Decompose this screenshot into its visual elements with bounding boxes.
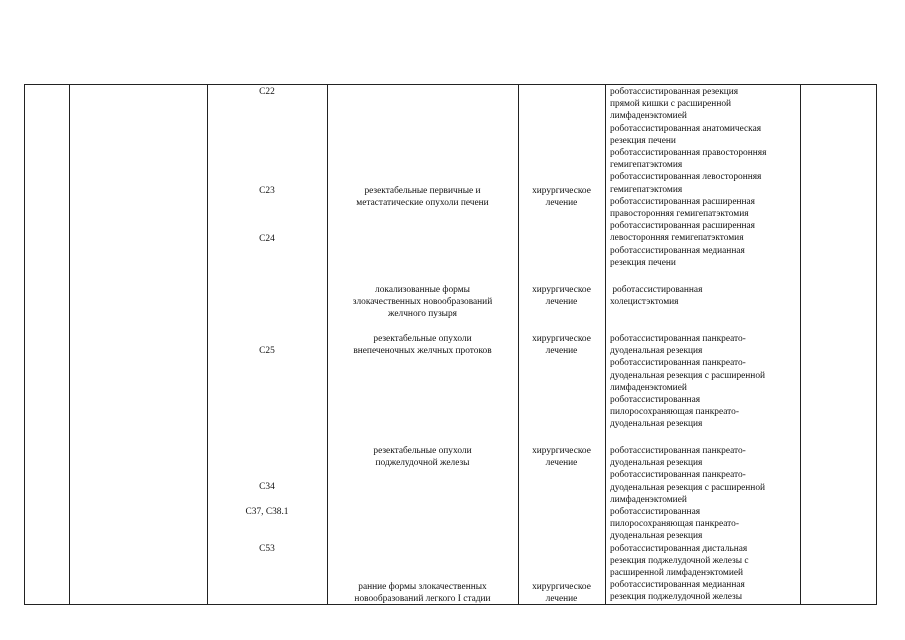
treatment-line: хирургическое	[532, 446, 591, 456]
treatment-cell	[518, 445, 605, 469]
diagnosis-line: метастатические опухоли печени	[356, 198, 489, 209]
method-line: дуоденальная резекция	[610, 531, 703, 542]
treatment-cell	[518, 333, 605, 357]
treatment-line: лечение	[545, 198, 578, 209]
icd-code: C25	[259, 346, 275, 356]
icd-code: C24	[259, 234, 275, 244]
method-line: резекция печени	[610, 135, 676, 146]
diagnosis-cell	[327, 333, 518, 357]
method-line: правосторонняя гемигепатэктомия	[610, 209, 749, 220]
method-line: роботассистированная анатомическая	[610, 123, 762, 134]
method-line: роботассистированная дистальная	[610, 543, 748, 554]
treatment-line: хирургическое	[532, 285, 591, 295]
diagnosis-cell	[327, 445, 518, 469]
method-line: гемигепатэктомия	[610, 160, 683, 171]
icd-code: C23	[259, 186, 275, 196]
method-line: дуоденальная резекция с расширенной	[610, 482, 766, 493]
method-line: роботассистированная левосторонняя	[610, 172, 762, 183]
method-line: лимфаденэктомией	[610, 494, 687, 505]
method-line: левосторонняя гемигепатэктомия	[610, 233, 744, 244]
method-line: роботассистированная медианная	[610, 245, 745, 256]
method-line: роботассистированная панкреато-	[610, 446, 746, 456]
treatment-line: лечение	[545, 458, 578, 469]
diagnosis-line: поджелудочной железы	[375, 458, 470, 469]
treatment-cell	[518, 185, 605, 209]
treatment-line: лечение	[545, 297, 578, 308]
methods-cell	[610, 284, 702, 308]
method-line: дуоденальная резекция	[610, 346, 703, 357]
diagnosis-cell	[327, 581, 518, 605]
method-line: роботассистированная расширенная	[610, 196, 755, 207]
method-line: расширенной лимфаденэктомией	[610, 568, 744, 579]
treatment-line: лечение	[545, 594, 578, 605]
method-line: резекция поджелудочной железы с	[610, 555, 749, 566]
diagnosis-line: злокачественных новообразований	[352, 297, 493, 308]
method-line: роботассистированная резекция	[610, 87, 739, 97]
method-line: роботассистированная	[610, 507, 701, 518]
table-col-border-0	[24, 84, 25, 604]
method-line: пилоросохраняющая панкреато-	[610, 519, 739, 530]
method-line: дуоденальная резекция	[610, 419, 703, 430]
treatment-cell	[518, 581, 605, 605]
diagnosis-cell	[327, 185, 518, 209]
method-line: пилоросохраняющая панкреато-	[610, 407, 739, 418]
diagnosis-line: желчного пузыря	[388, 309, 457, 320]
methods-cell	[610, 333, 765, 431]
method-line: роботассистированная правосторонняя	[610, 148, 767, 159]
table-col-border-7	[876, 84, 877, 604]
method-line: роботассистированная	[610, 395, 701, 406]
method-line: резекция поджелудочной железы	[610, 592, 743, 603]
diagnosis-line: внепеченочных желчных протоков	[353, 346, 492, 357]
method-line: роботассистированная расширенная	[610, 221, 755, 232]
method-line: резекция печени	[610, 257, 676, 268]
method-line: лимфаденэктомией	[610, 382, 687, 393]
method-line: дуоденальная резекция	[610, 458, 703, 469]
icd-code: C37, C38.1	[245, 507, 289, 517]
treatment-line: хирургическое	[532, 334, 591, 344]
table-col-border-2	[207, 84, 208, 604]
method-line: дуоденальная резекция с расширенной	[610, 370, 766, 381]
method-line: гемигепатэктомия	[610, 184, 683, 195]
diagnosis-cell	[327, 284, 518, 321]
diagnosis-line: резектабельные первичные и	[364, 186, 481, 196]
treatment-line: хирургическое	[532, 186, 591, 196]
diagnosis-line: резектабельные опухоли	[373, 446, 472, 456]
treatment-cell	[518, 284, 605, 308]
method-line: прямой кишки с расширенной	[610, 99, 732, 110]
icd-code: C53	[259, 544, 275, 554]
diagnosis-line: резектабельные опухоли	[373, 334, 472, 344]
method-line: холецистэктомия	[610, 297, 679, 308]
treatment-line: хирургическое	[532, 582, 591, 592]
diagnosis-line: новообразований легкого I стадии	[354, 594, 491, 605]
method-line: роботассистированная	[610, 285, 703, 295]
diagnosis-line: локализованные формы	[375, 285, 470, 295]
table-col-border-1	[69, 84, 70, 604]
method-line: роботассистированная панкреато-	[610, 470, 746, 481]
table-col-border-6	[800, 84, 801, 604]
method-line: роботассистированная панкреато-	[610, 334, 746, 344]
table-top-border	[24, 84, 877, 85]
method-line: роботассистированная панкреато-	[610, 358, 746, 369]
method-line: лимфаденэктомией	[610, 111, 687, 122]
methods-cell	[610, 445, 765, 604]
table-col-border-5	[605, 84, 606, 604]
method-line: роботассистированная медианная	[610, 580, 745, 591]
treatment-line: лечение	[545, 346, 578, 357]
icd-code: C22	[259, 87, 275, 97]
icd-code: C34	[259, 482, 275, 492]
diagnosis-line: ранние формы злокачественных	[358, 582, 487, 592]
methods-cell	[610, 86, 766, 269]
